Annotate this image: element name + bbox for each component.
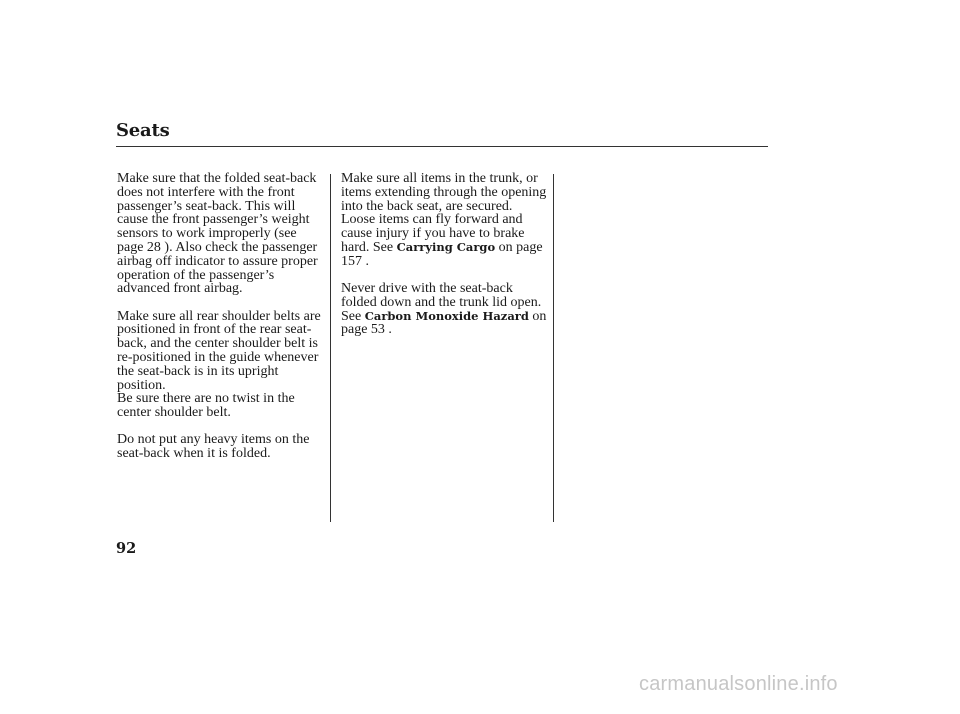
page-number: 92 bbox=[116, 540, 137, 557]
column-divider-right bbox=[553, 174, 554, 522]
left-column bbox=[117, 172, 329, 474]
carrying-cargo-link[interactable]: Carrying Cargo bbox=[396, 239, 496, 254]
trunk-items-tail: on page 157 . bbox=[341, 239, 543, 269]
paragraph-heavy-items: Do not put any heavy items on the seat-back when it is folded. bbox=[117, 432, 310, 462]
paragraph-folded-seatback: Make sure that the folded seat-back does not interfere with the front passenger’s seat-back. This will cause the front passenger’s weight sensors to work improperly (see page 28 ). Also check the passenger airbag off indicator to assure proper operation of the passenger’s advanced front airbag. bbox=[117, 171, 318, 297]
header-rule bbox=[116, 146, 768, 147]
column-divider-left bbox=[330, 174, 331, 522]
paragraph-trunk-items bbox=[341, 172, 551, 269]
never-drive-tail: on page 53 . bbox=[341, 308, 547, 338]
trunk-items-text: Make sure all items in the trunk, or items extending through the opening into the back seat, are secured. Loose items can fly forward and cause injury if you have to brake hard. See bbox=[341, 171, 547, 255]
paragraph-shoulder-belts: Make sure all rear shoulder belts are positioned in front of the rear seat- back, and the center shoulder belt is re-positioned in the guide whenever the seat-back is in its upright position. Be sure there are no twist in the center shoulder belt. bbox=[117, 308, 321, 421]
never-drive-text: Never drive with the seat-back folded down and the trunk lid open. See bbox=[341, 280, 542, 324]
right-column bbox=[341, 172, 551, 351]
section-title: Seats bbox=[116, 120, 170, 141]
carbon-monoxide-link[interactable]: Carbon Monoxide Hazard bbox=[364, 308, 529, 323]
watermark: carmanualsonline.info bbox=[639, 673, 838, 695]
paragraph-never-drive bbox=[341, 282, 551, 337]
